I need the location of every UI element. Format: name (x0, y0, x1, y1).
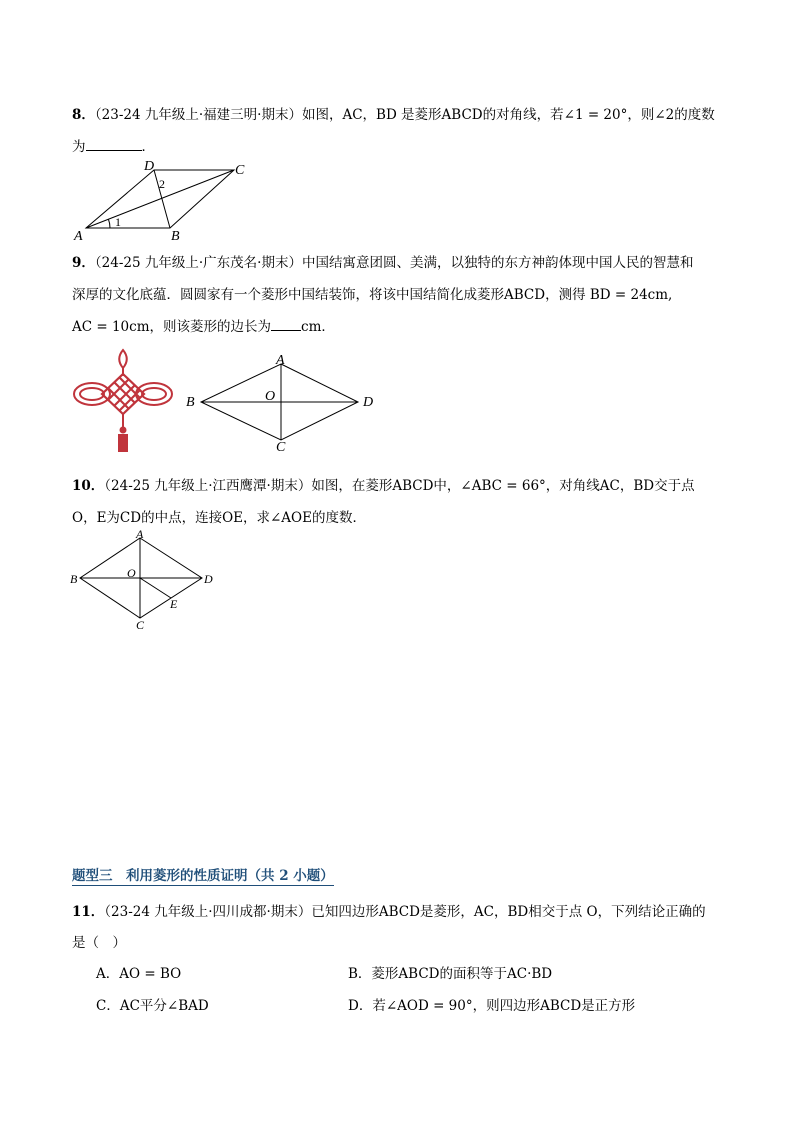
knot-center-weave (102, 374, 144, 414)
q8-line2 (72, 135, 155, 155)
q9-label-o: O (265, 389, 276, 404)
q9-rhombus-figure (180, 348, 390, 456)
q8-label-d: D (144, 159, 155, 174)
q8-angle2-label: 2 (159, 177, 165, 191)
q8-number: 8． (72, 107, 95, 123)
q10-segment-oe (140, 578, 171, 598)
q10-label-d: D (204, 572, 213, 586)
q8-line1 (72, 103, 715, 123)
q8-rhombus-figure (70, 156, 260, 242)
q11-option-d-text: 若∠AOD = 90°，则四边形ABCD是正方形 (372, 998, 636, 1014)
q11-option-c[interactable] (96, 994, 209, 1014)
q10-line1 (72, 474, 695, 494)
q11-option-a[interactable] (96, 962, 181, 982)
q9-label-a: A (276, 353, 285, 368)
q9-text-3: AC = 10cm，则该菱形的边长为 (72, 319, 272, 335)
q8-label-b: B (171, 229, 180, 242)
q9-number: 9． (72, 255, 95, 271)
knot-bead (120, 427, 127, 434)
q9-label-d: D (363, 395, 374, 410)
q8-label-a: A (74, 229, 83, 242)
knot-right-inner-loop (142, 388, 166, 400)
q11-option-b-text: 菱形ABCD的面积等于AC·BD (371, 966, 553, 982)
q8-angle1-arc (108, 219, 110, 228)
q8-answer-blank[interactable] (86, 136, 142, 151)
q11-line1 (72, 900, 706, 920)
q8-text-1: （23-24 九年级上·福建三明·期末）如图，AC，BD 是菱形ABCD的对角线，若∠1 = 20°，则∠2的度数 (94, 107, 715, 123)
q11-number: 11． (72, 904, 105, 920)
knot-left-inner-loop (80, 388, 104, 400)
q9-label-b: B (186, 395, 195, 410)
q9-line3 (72, 315, 335, 335)
q8-text-3: ． (141, 139, 155, 155)
q11-option-d[interactable] (348, 994, 635, 1014)
q10-line2 (72, 506, 366, 526)
q9-label-c: C (276, 440, 286, 455)
q11-text-2: 是（ ） (72, 935, 126, 951)
q8-angle1-label: 1 (115, 215, 121, 229)
q10-label-a: A (136, 527, 144, 541)
q9-unit: cm． (301, 319, 335, 335)
q10-label-o: O (127, 566, 136, 580)
q10-label-e: E (170, 597, 178, 611)
q11-option-b-label: B． (348, 966, 372, 982)
knot-hanging-loop (119, 350, 127, 368)
q11-text-1: （23-24 九年级上·四川成都·期末）已知四边形ABCD是菱形，AC，BD相交于点 O，下列结论正确的 (104, 904, 706, 920)
chinese-knot-image (70, 346, 180, 456)
q10-number: 10． (72, 478, 105, 494)
q9-text-2: 深厚的文化底蕴．圆圆家有一个菱形中国结装饰，将该中国结简化成菱形ABCD，测得 BD = 24cm, (72, 287, 673, 303)
q10-label-c: C (136, 618, 145, 632)
q11-option-c-text: AC平分∠BAD (119, 998, 209, 1014)
q11-option-c-label: C． (96, 998, 120, 1014)
q10-label-b: B (70, 572, 78, 586)
q11-option-d-label: D． (348, 998, 373, 1014)
q10-text-1: （24-25 九年级上·江西鹰潭·期末）如图，在菱形ABCD中，∠ABC = 66°，对角线AC，BD交于点 (104, 478, 695, 494)
q11-line2 (72, 931, 126, 951)
q9-line1 (72, 251, 693, 271)
q11-option-a-label: A． (96, 966, 120, 982)
q9-answer-blank[interactable] (271, 316, 301, 331)
knot-tassel (118, 434, 128, 452)
q9-line2 (72, 283, 672, 303)
q10-text-2: O，E为CD的中点，连接OE，求∠AOE的度数． (72, 510, 366, 526)
q8-text-2: 为 (72, 139, 86, 155)
q11-option-a-text: AO = BO (119, 966, 182, 982)
q10-rhombus-figure (66, 526, 226, 634)
q11-option-b[interactable] (348, 962, 552, 982)
q9-text-1: （24-25 九年级上·广东茂名·期末）中国结寓意团圆、美满，以独特的东方神韵体现中国人民的智慧和 (94, 255, 694, 271)
q8-label-c: C (235, 163, 245, 178)
section-title: 题型三 利用菱形的性质证明（共 2 小题） (72, 864, 334, 886)
